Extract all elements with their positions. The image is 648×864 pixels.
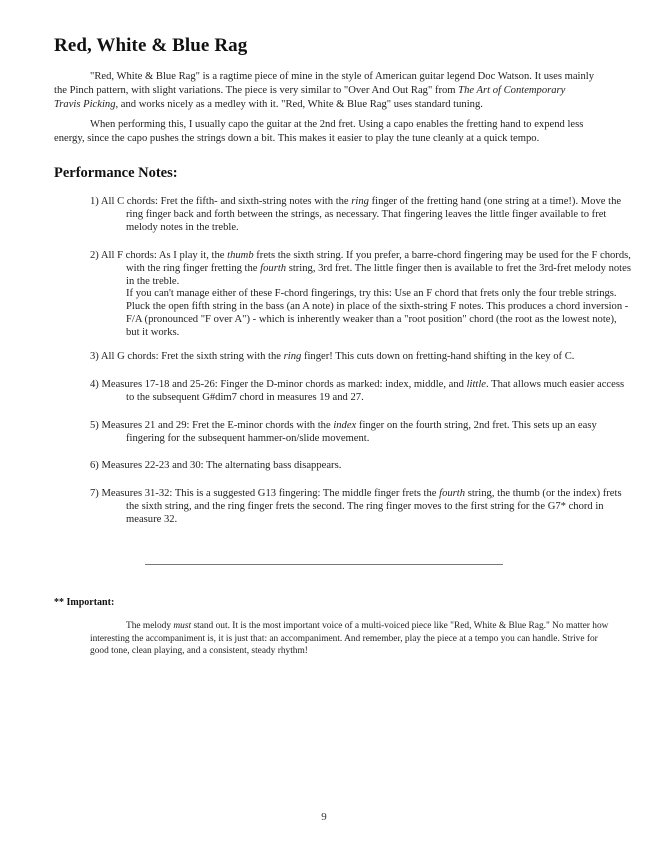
horizontal-rule	[145, 564, 503, 565]
note-text: finger! This cuts down on fretting-hand shifting in the key of C.	[301, 351, 575, 362]
note-text: finger of the fretting hand (one string at a time!). Move the ring finger back and forth between the strings, as necessary. That fingering leaves the little finger available to fret melody notes in the treble.	[126, 196, 622, 233]
note-text: string, 3rd fret. The little finger then is available to fret the 3rd-fret melody notes in the treble.	[126, 262, 631, 287]
note-item	[90, 196, 632, 234]
note-emphasis: ring	[283, 351, 302, 362]
note-text: finger on the fourth string, 2nd fret. This sets up an easy fingering for the subsequent hammer-on/slide movement.	[126, 420, 597, 444]
note-text: 2) All F chords: As I play it, the	[90, 250, 228, 261]
important-paragraph	[90, 620, 610, 658]
important-text: stand out. It is the most important voice of a multi-voiced piece like "Red, White & Blue Rag." No matter how interesting the accompaniment is, it is just that: an accompaniment. And remember, play the piece at a tempo you can handle. Strive for good tone, clean playing, and a consistent, steady rhythm!	[90, 621, 609, 657]
note-item	[90, 379, 632, 405]
important-emphasis: must	[173, 621, 192, 631]
note-emphasis: fourth	[260, 262, 287, 274]
note-continuation: If you can't manage either of these F-chord fingerings, try this: Use an F chord that frets only the four treble strings. Pluck the open fifth string in the bass (an A note) in place of the sixth-string F notes. This produces a chord inversion - F/A (pronounced "F over A") - which is inherently weaker than a "root position" chord (the root as the lowest note), but it works.	[126, 288, 629, 338]
page-number: 9	[321, 811, 327, 823]
note-text: frets the sixth string. If you prefer, a barre-chord fingering may be used for the F chords, with the ring finger fretting the	[126, 250, 631, 274]
note-item	[90, 351, 632, 364]
note-item	[90, 488, 632, 526]
intro-text: "Red, White & Blue Rag" is a ragtime piece of mine in the style of American guitar legend Doc Watson. It uses mainly the Pinch pattern, with slight variations. The piece is very similar to "Over And Out Rag" from	[54, 71, 595, 96]
note-item	[90, 420, 632, 446]
note-emphasis: ring	[351, 196, 369, 207]
note-item	[90, 460, 632, 473]
section-heading: Performance Notes:	[54, 165, 178, 181]
important-label: ** Important:	[54, 597, 115, 608]
page-title: Red, White & Blue Rag	[54, 35, 248, 56]
intro-paragraph-2: When performing this, I usually capo the guitar at the 2nd fret. Using a capo enables the fretting hand to expend less energy, since the capo pushes the strings down a bit. This makes it easier to play the tune cleanly at a quick tempo.	[54, 119, 584, 144]
note-emphasis: fourth	[439, 488, 466, 499]
note-text: 1) All C chords: Fret the fifth- and sixth-string notes with the	[90, 196, 352, 207]
important-text: The melody	[126, 621, 174, 631]
note-emphasis: little	[466, 379, 487, 390]
note-text: 6) Measures 22-23 and 30: The alternating bass disappears.	[90, 460, 342, 471]
note-text: . That allows much easier access to the subsequent G#dim7 chord in measures 19 and 27.	[126, 379, 625, 403]
note-text: 4) Measures 17-18 and 25-26: Finger the D-minor chords as marked: index, middle, and	[90, 379, 467, 390]
intro-paragraph-1	[54, 70, 594, 112]
note-text: 3) All G chords: Fret the sixth string with the	[90, 351, 284, 362]
note-emphasis: thumb	[227, 250, 254, 261]
book-title: The Art of Contemporary Travis Picking	[54, 85, 566, 110]
note-text: 5) Measures 21 and 29: Fret the E-minor chords with the	[90, 420, 334, 431]
note-text: string, the thumb (or the index) frets the sixth string, and the ring finger frets the second. The ring finger moves to the first string for the G7* chord in measure 32.	[126, 488, 622, 525]
note-text: 7) Measures 31-32: This is a suggested G13 fingering: The middle finger frets the	[90, 488, 440, 499]
intro-text: , and works nicely as a medley with it. "Red, White & Blue Rag" uses standard tuning.	[115, 99, 483, 110]
note-item	[90, 250, 632, 340]
note-emphasis: index	[333, 420, 357, 431]
